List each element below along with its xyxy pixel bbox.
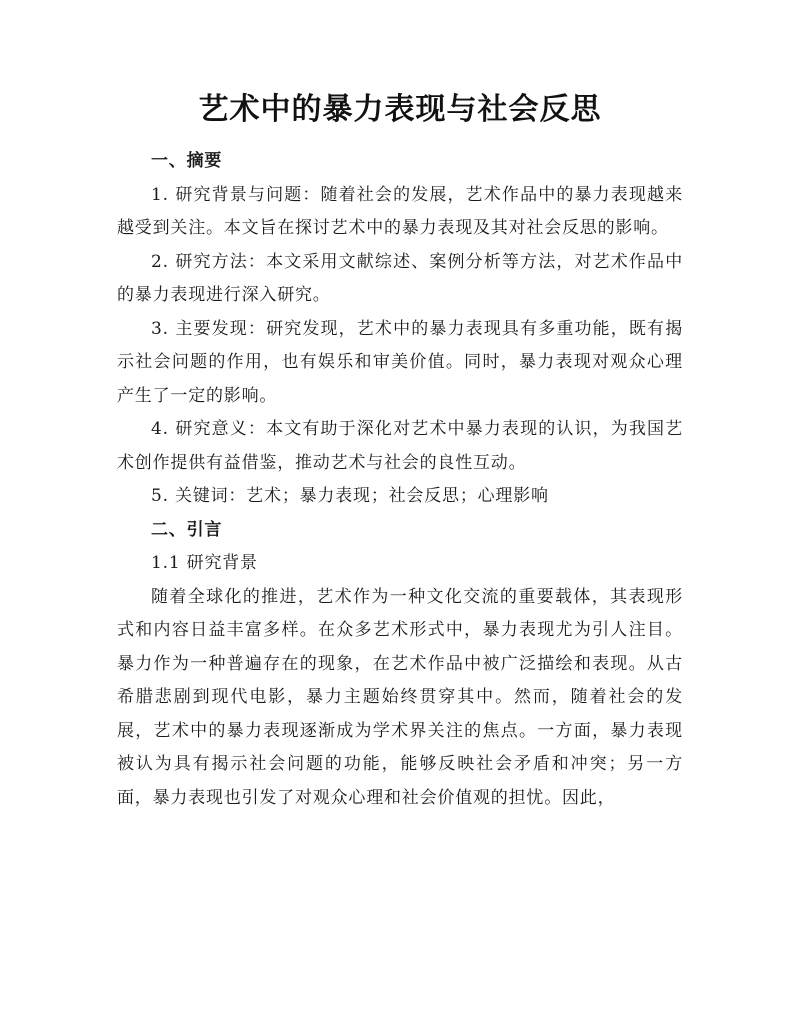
- abstract-paragraph-method: 2. 研究方法：本文采用文献综述、案例分析等方法，对艺术作品中的暴力表现进行深入研究。: [117, 251, 683, 305]
- subsection-heading-background: 1.1 研究背景: [151, 553, 258, 573]
- section-heading-introduction: 二、引言: [151, 519, 223, 540]
- abstract-paragraph-keywords: 5. 关键词：艺术；暴力表现；社会反思；心理影响: [151, 486, 549, 506]
- introduction-paragraph: 随着全球化的推进，艺术作为一种文化交流的重要载体，其表现形式和内容日益丰富多样。在众多艺术形式中，暴力表现尤为引人注目。暴力作为一种普遍存在的现象，在艺术作品中被广泛描绘和表现。从古希腊悲剧到现代电影，暴力主题始终贯穿其中。然而，随着社会的发展，艺术中的暴力表现逐渐成为学术界关注的焦点。一方面，暴力表现被认为具有揭示社会问题的功能，能够反映社会矛盾和冲突；另一方面，暴力表现也引发了对观众心理和社会价值观的担忧。因此，: [117, 586, 683, 808]
- document-body: [117, 145, 683, 815]
- abstract-paragraph-significance: 4. 研究意义：本文有助于深化对艺术中暴力表现的认识，为我国艺术创作提供有益借鉴，推动艺术与社会的良性互动。: [117, 419, 683, 473]
- abstract-paragraph-background: 1. 研究背景与问题：随着社会的发展，艺术作品中的暴力表现越来越受到关注。本文旨在探讨艺术中的暴力表现及其对社会反思的影响。: [117, 184, 683, 238]
- abstract-paragraph-findings: 3. 主要发现：研究发现，艺术中的暴力表现具有多重功能，既有揭示社会问题的作用，也有娱乐和审美价值。同时，暴力表现对观众心理产生了一定的影响。: [117, 318, 683, 406]
- section-heading-abstract: 一、摘要: [151, 151, 223, 171]
- document-title: 艺术中的暴力表现与社会反思: [198, 92, 602, 127]
